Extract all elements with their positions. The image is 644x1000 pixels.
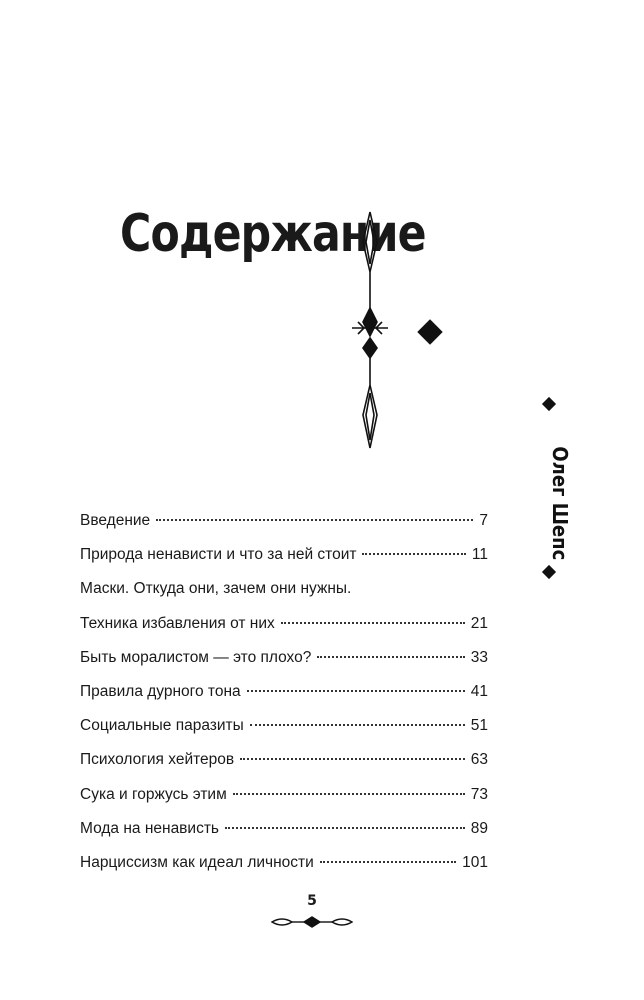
toc-leader-dots — [225, 827, 465, 829]
toc-leader-dots — [362, 553, 465, 555]
toc-entry-page: 73 — [470, 785, 488, 803]
toc-leader-dots — [320, 861, 456, 863]
toc-entry-title: Маски. Откуда они, зачем они нужны. — [80, 580, 352, 598]
toc-entry — [80, 649, 488, 683]
toc-entry-page: 41 — [470, 682, 488, 700]
toc-entry-title: Психология хейтеров — [80, 751, 235, 769]
diamond-ornament — [417, 319, 442, 344]
page-number: 5 — [307, 893, 317, 909]
toc-leader-dots — [317, 656, 464, 658]
toc-leader-dots — [281, 622, 465, 624]
toc-entry-title: Быть моралистом — это плохо? — [80, 648, 312, 666]
diamond-ornament-bottom — [542, 565, 556, 579]
toc-entry — [80, 580, 488, 614]
author-name: Олег Шепс — [548, 446, 572, 561]
toc-entry — [80, 854, 488, 888]
toc-entry-title: Природа ненависти и что за ней стоит — [80, 546, 357, 564]
toc-leader-dots — [247, 690, 465, 692]
toc-entry — [80, 615, 488, 649]
toc-entry-title: Введение — [80, 512, 151, 529]
toc-entry-title: Нарциссизм как идеал личности — [80, 853, 314, 871]
toc-entry-title: Социальные паразиты — [80, 717, 244, 735]
toc-entry-page: 7 — [479, 512, 488, 529]
toc-entry-title: Мода на ненависть — [80, 819, 220, 837]
toc-entry-page: 89 — [470, 819, 488, 837]
toc-leader-dots — [233, 793, 465, 795]
toc-entry-title: Сука и горжусь этим — [80, 785, 227, 803]
vertical-ornament — [350, 210, 390, 455]
toc-entry — [80, 512, 488, 546]
toc-leader-dots — [156, 519, 473, 521]
page-title: Содержание — [120, 204, 426, 264]
toc-entry — [80, 683, 488, 717]
toc-entry-page: 51 — [470, 717, 488, 735]
diamond-ornament-top — [542, 397, 556, 411]
toc-leader-dots — [240, 758, 465, 760]
toc-entry-title: Техника избавления от них — [80, 614, 275, 632]
toc-entry-page: 101 — [462, 853, 488, 871]
footer-ornament — [270, 912, 354, 932]
toc-entry — [80, 717, 488, 751]
table-of-contents — [80, 512, 488, 888]
toc-leader-dots — [250, 724, 465, 726]
toc-entry-page: 11 — [471, 546, 488, 564]
toc-entry-page: 33 — [470, 648, 488, 666]
toc-entry-page: 21 — [470, 614, 488, 632]
toc-entry — [80, 820, 488, 854]
toc-entry — [80, 546, 488, 580]
toc-entry — [80, 751, 488, 785]
toc-entry-page: 63 — [470, 751, 488, 769]
toc-entry-title: Правила дурного тона — [80, 682, 241, 700]
toc-entry — [80, 786, 488, 820]
